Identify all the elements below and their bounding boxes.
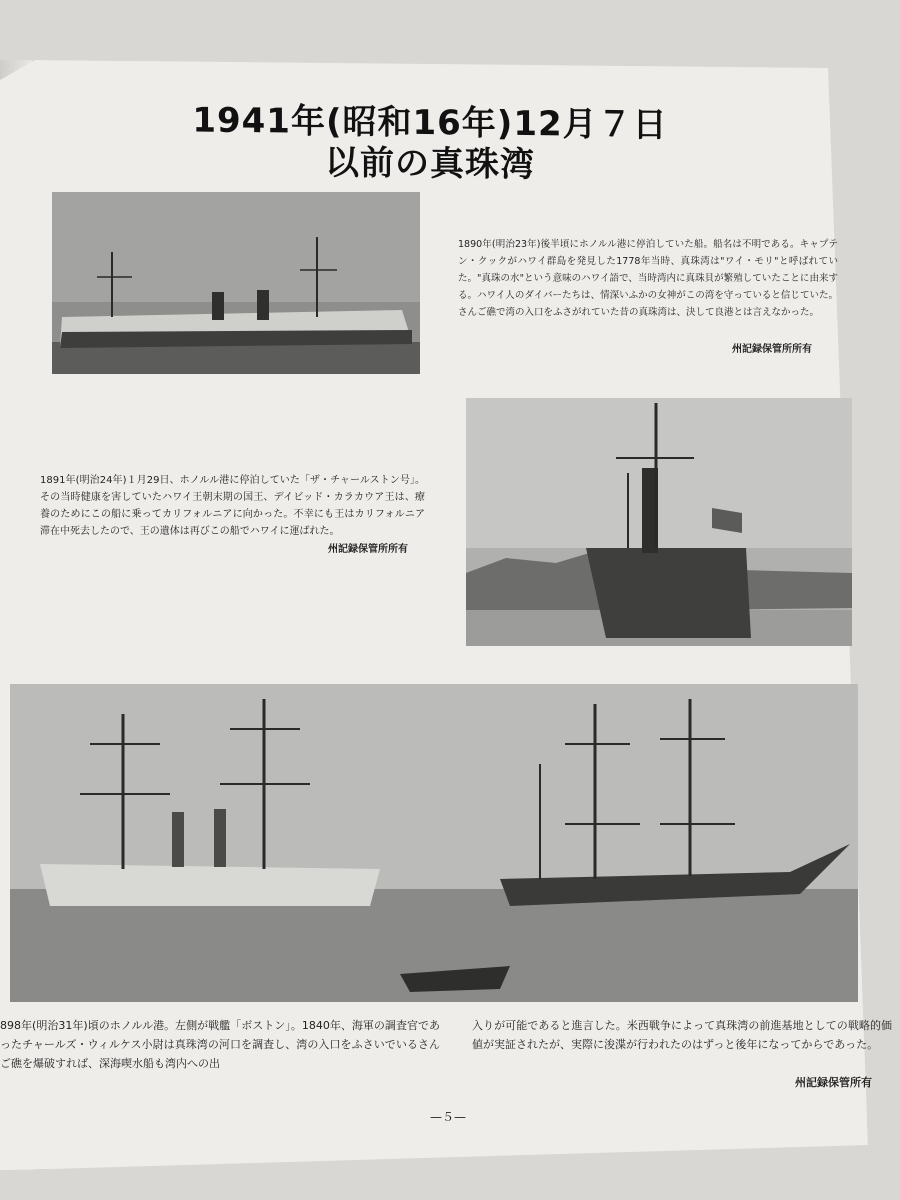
caption-bottom-right: 入りが可能であると進言した。米西戦争によって真珠湾の前進基地としての戦略的価値が実証されたが、実際に浚渫が行われたのはずっと後年になってからであった。	[472, 1019, 892, 1051]
photo-honolulu-harbor-1898	[10, 684, 858, 1002]
photo-the-charleston-1891	[466, 398, 852, 646]
page-title-line-1: 1941年(昭和16年)12月７日	[192, 100, 668, 146]
caption-middle-left: 1891年(明治24年)１月29日、ホノルル港に停泊していた「ザ・チャールストン号」。その当時健康を害していたハワイ王朝末期の国王、デイビッド・カラカウア王は、療養のためにこの船に乗ってカリフォルニアに向かった。不幸にも王はカリフォルニア滞在中死去したので、王の遺体は再びこの船でハワイに運ばれた。	[40, 475, 425, 537]
photo-unknown-ship-1890	[52, 192, 420, 374]
credit-middle-left: 州記録保管所所有	[328, 544, 408, 555]
page-number: —５—	[430, 1110, 467, 1124]
credit-bottom: 州記録保管所有	[795, 1076, 872, 1089]
caption-bottom-left: 898年(明治31年)頃のホノルル港。左側が戦艦「ボストン」。1840年、海軍の調査官であったチャールズ・ウィルケス小尉は真珠湾の河口を調査し、湾の入口をふさいでいるさんご礁を爆破すれば、深海喫水船も湾内への出	[0, 1019, 440, 1070]
credit-top-right: 州記録保管所所有	[732, 344, 812, 355]
page-title-line-2: 以前の真珠湾	[325, 142, 535, 186]
caption-top-right: 1890年(明治23年)後半頃にホノルル港に停泊していた船。船名は不明である。キャプテン・クックがハワイ群島を発見した1778年当時、真珠湾は"ワイ・モリ"と呼ばれていた。"真珠の水"という意味のハワイ語で、当時湾内に真珠貝が繁殖していたことに由来する。ハワイ人のダイバーたちは、情深いふかの女神がこの湾を守っていると信じていた。さんご礁で湾の入口をふさがれていた昔の真珠湾は、決して良港とは言えなかった。	[458, 239, 838, 318]
